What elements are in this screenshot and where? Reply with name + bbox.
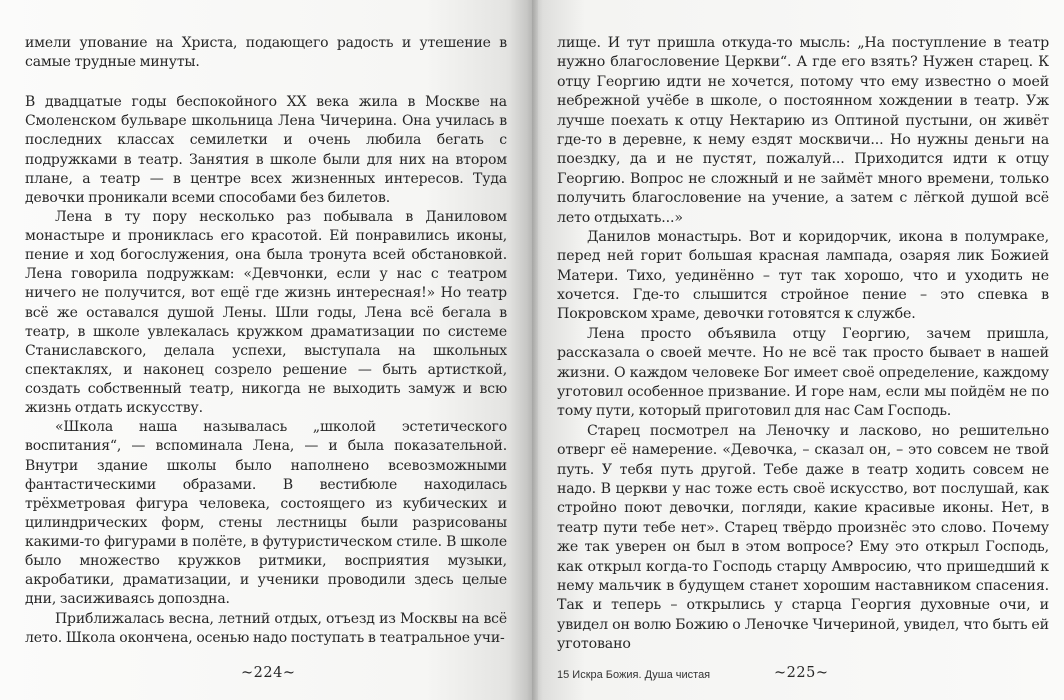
paragraph: Данилов монастырь. Вот и коридорчик, икона в полумраке, перед ней горит большая красная лампада, озаряя лик Божией Матери. Тихо, уединённо – тут так хорошо, что и уходить не хочется. Где-то слышится стройное пение – это спевка в Покровском храме, девочки готовятся к службе.	[557, 228, 1049, 323]
paragraph: Лена просто объявила отцу Георгию, зачем пришла, рассказала о своей мечте. Но не всё так просто бывает в нашей жизни. О каждом человеке Бог имеет своё определение, каждому уготовил особенное призвание. И горе нам, если мы пойдём не по тому пути, который приготовил для нас Сам Господь.	[557, 325, 1049, 420]
paragraph: Лена в ту пору несколько раз побывала в Даниловом монастыре и прониклась его красотой. Ей понравились иконы, пение и ход богослужения, она была тронута всей обстановкой. Лена говорила подружкам: «Девчонки, если у нас с театром ничего не получится, вот ещё где жизнь интересная!» Но театр всё же оставался душой Лены. Шли годы, Лена всё бегала в театр, в школе увлекалась кружком драматизации по системе Станиславского, делала успехи, выступала на школьных спектаклях, и наконец созрело решение — быть артисткой, создать собственный театр, никогда не выходить замуж и всю жизнь отдать искусству.	[25, 208, 507, 417]
book-gutter	[510, 0, 538, 700]
paragraph: Приближалась весна, летний отдых, отъезд из Москвы на всё лето. Школа окончена, осенью надо поступать в театральное учи-	[25, 610, 507, 646]
paragraph: лище. И тут пришла откуда-то мысль: „На поступление в театр нужно благословение Церкви“. А где его взять? Нужен старец. К отцу Георгию идти не хочется, потому что ему известно о моей небрежной учёбе в школе, о постоянном хождении в театр. Уж лучше поехать к отцу Нектарию из Оптиной пустыни, он живёт где-то в деревне, к нему ездят москвичи... Но нужны деньги на поездку, да и не пустят, пожалуй... Приходится идти к отцу Георгию. Вопрос не сложный и не займёт много времени, только получить благословение на учение, а затем с лёгкой душой всё лето отдыхать...»	[557, 35, 1049, 226]
left-page-text	[25, 34, 507, 648]
paragraph: В двадцатые годы беспокойного XX века жила в Москве на Смоленском бульваре школьница Лена Чичерина. Она училась в последних классах семилетки и очень любила бегать с подружками в театр. Занятия в школе были для них на втором плане, а театр — в центре всех жизненных интересов. Туда девочки проникали всеми способами без билетов.	[25, 94, 507, 206]
page-number: ~224~	[241, 665, 296, 681]
running-footer: 15 Искра Божия. Душа чистая	[557, 669, 711, 681]
paragraph: «Школа наша называлась „школой эстетического воспитания“, — вспоминала Лена, — и была показательной. Внутри здание школы было наполнено всевозможными фантастическими образами. В вестибюле находилась трёхметровая фигура человека, состоящего из кубических и цилиндрических форм, стены лестницы были разрисованы какими-то фигурами в полёте, в футуристическом стиле. В школе было множество кружков ритмики, восприятия музыки, акробатики, драматизации, и ученики проводили здесь целые дни, засиживаясь допоздна.	[25, 419, 507, 608]
right-page	[532, 0, 1064, 700]
paragraph: Старец посмотрел на Леночку и ласково, но решительно отверг её намерение. «Девочка, – сказал он, – это совсем не твой путь. У тебя путь другой. Тебе даже в театр ходить совсем не надо. В церкви у нас тоже есть своё искусство, вот послушай, как стройно поют девочки, погляди, какие красивые иконы. Нет, в театр пути тебе нет». Старец твёрдо произнёс это слово. Почему же так уверен он был в этом вопросе? Ему это открыл Господь, как открыл когда-то Господь старцу Амвросию, что пришедший к нему мальчик в будущем станет хорошим наставником спасения. Так и теперь – открылись у старца Георгия духовные очи, и увидел он волю Божию о Леночке Чичериной, увидел, что быть ей уготовано	[557, 422, 1049, 653]
right-page-text	[557, 34, 1049, 655]
paragraph: имели упование на Христа, подающего радость и утешение в самые трудные минуты.	[25, 35, 507, 71]
page-number: ~225~	[774, 665, 829, 681]
